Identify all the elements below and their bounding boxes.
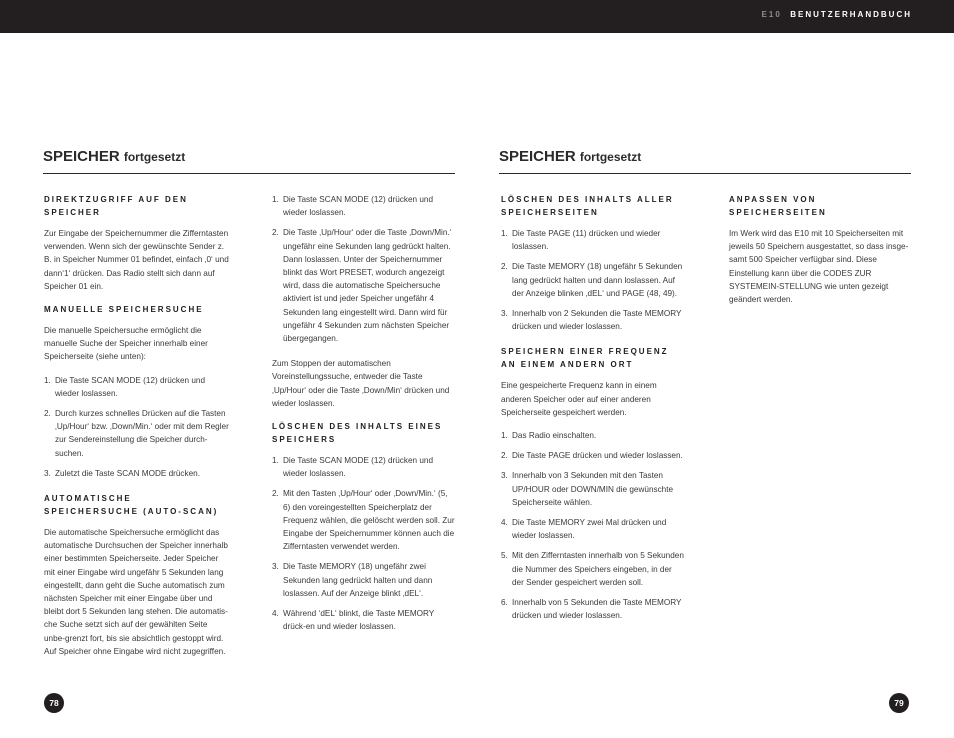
delete-preset-steps xyxy=(272,454,455,633)
heading-loeschen-eines: LÖSCHEN DES INHALTS EINES SPEICHERS xyxy=(272,422,443,445)
paragraph-direktzugriff: Zur Eingabe der Speichernummer die Zifferntasten verwenden. Wenn sich der gewünschte Sender z. B. in Speicher Nummer 01 befindet, einfach ‚0‘ und dann‘1‘ drücken. Das Radio stellt sich dann auf Speicher 01 ein. xyxy=(44,229,229,291)
paragraph-anpassen: Im Werk wird das E10 mit 10 Speicherseiten mit jeweils 50 Speichern ausgestattet, so dass insge-samt 500 Speicher verfügbar sind. Diese Einstellung kann über die CODES ZUR SYSTEMEIN-STELLUNG wie unten gezeigt geändert werden. xyxy=(729,229,909,305)
right-column-1 xyxy=(501,193,684,634)
list-item: 2. Die Taste PAGE drücken und wieder loslassen. xyxy=(501,451,683,461)
right-section-title xyxy=(499,148,641,165)
list-item: 4. Die Taste MEMORY zwei Mal drücken und wieder loslassen. xyxy=(501,518,667,541)
list-item: 3. Die Taste MEMORY (18) ungefähr zwei Sekunden lang gedrückt halten und dann loslassen. Auf der Anzeige blinkt ‚dEL‘. xyxy=(272,562,433,598)
list-item: 2. Mit den Tasten ‚Up/Hour‘ oder ‚Down/Min.‘ (5, 6) den voreingestellten Speicherplatz der Frequenz wählen, die gelöscht werden soll. Zur Eingabe der Speichernummer können auch die Zifferntasten verwendet werden. xyxy=(272,489,455,552)
list-item: 3. Innerhalb von 2 Sekunden die Taste MEMORY drücken und wieder loslassen. xyxy=(501,309,682,332)
heading-loeschen-aller: LÖSCHEN DES INHALTS ALLER SPEICHERSEITEN xyxy=(501,195,674,217)
list-item: 1. Die Taste SCAN MODE (12) drücken und wieder loslassen. xyxy=(44,375,206,398)
move-frequency-steps xyxy=(501,429,684,622)
paragraph-auto-scan: Die automatische Speichersuche ermöglicht das automatische Durchsuchen der Speicher innerhalb einer bestimmten Speicherseite. Jeder Speicher mit einer Eingabe wird ungefähr 5 Sekunden lang eingestellt, dann geht die Suche automatisch zum nächsten Speicher mit einer Eingabe über und bleibt dort 5 Sekunden lang stehen. Die automatis-che Suche setzt sich auf der gewählten Seite unbe-grenzt fort, bis sie absichtlich gestoppt wird. Auf Speicher ohne Eingabe wird nicht zugegriffen. xyxy=(44,528,228,656)
page-number-right: 79 xyxy=(889,693,909,713)
right-section-title-main: SPEICHER xyxy=(499,148,576,165)
heading-manuelle-suche: MANUELLE SPEICHERSUCHE xyxy=(44,305,204,315)
heading-direktzugriff: DIREKTZUGRIFF AUF DEN SPEICHER xyxy=(44,195,188,217)
list-item: 1. Das Radio einschalten. xyxy=(501,431,597,441)
delete-all-steps xyxy=(501,227,684,333)
list-item: 5. Mit den Zifferntasten innerhalb von 5 Sekunden die Nummer des Speichers eingeben, in der der Sender gespeichert werden soll. xyxy=(501,551,684,587)
heading-speichern-frequenz: SPEICHERN EINER FREQUENZ AN EINEM ANDERN ORT xyxy=(501,347,669,370)
list-item: 3. Zuletzt die Taste SCAN MODE drücken. xyxy=(44,468,201,478)
right-column-2 xyxy=(729,193,911,316)
header-model: E10 xyxy=(761,10,782,19)
list-item: 2. Durch kurzes schnelles Drücken auf die Tasten ‚Up/Hour‘ bzw. ‚Down/Min.‘ oder mit dem Regler zur Sendereinstellung die Speicher durch-suchen. xyxy=(44,409,229,458)
list-item: 1. Die Taste SCAN MODE (12) drücken und wieder loslassen. xyxy=(272,195,434,218)
left-column-1 xyxy=(44,193,229,668)
left-column-2 xyxy=(272,193,455,645)
right-section-subtitle: fortgesetzt xyxy=(579,150,642,164)
header-bar xyxy=(0,0,954,33)
right-title-rule xyxy=(499,173,911,174)
heading-anpassen: ANPASSEN VON SPEICHERSEITEN xyxy=(729,195,827,217)
left-title-rule xyxy=(43,173,455,174)
manual-search-steps xyxy=(44,374,229,480)
list-item: 2. Die Taste MEMORY (18) ungefähr 5 Sekunden lang gedrückt halten und dann loslassen. Auf der Anzeige blinken ‚dEL‘ und PAGE (48, 49). xyxy=(501,262,683,298)
paragraph-manuelle-suche: Die manuelle Speichersuche ermöglicht die manuelle Suche der Speicher innerhalb einer Speicherseite (siehe unten): xyxy=(44,326,208,362)
left-section-title-main: SPEICHER xyxy=(43,148,120,165)
list-item: 1. Die Taste PAGE (11) drücken und wieder loslassen. xyxy=(501,229,661,252)
list-item: 6. Innerhalb von 5 Sekunden die Taste MEMORY drücken und wieder loslassen. xyxy=(501,598,682,621)
header-title: BENUTZERHANDBUCH xyxy=(790,10,912,19)
list-item: 1. Die Taste SCAN MODE (12) drücken und wieder loslassen. xyxy=(272,456,434,479)
list-item: 3. Innerhalb von 3 Sekunden mit den Tasten UP/HOUR oder DOWN/MIN die gewünschte Speicherseite wählen. xyxy=(501,471,674,507)
heading-auto-scan: AUTOMATISCHE SPEICHERSUCHE (AUTO-SCAN) xyxy=(44,494,219,517)
list-item: 2. Die Taste ‚Up/Hour‘ oder die Taste ‚Down/Min.‘ ungefähr eine Sekunden lang gedrückt halten. Dann loslassen. Unter der Speichernummer blinkt das Wort PRESET, wodurch angezeigt wird, dass die automatische Speichersuche aktiviert ist und jeder Speicher ungefähr 4 Sekunden lang eingestellt wird. Dann wird für ungefähr 4 Sekunden zum nächsten Speicher übergegangen. xyxy=(272,228,452,344)
paragraph-speichern-frequenz: Eine gespeicherte Frequenz kann in einem anderen Speicher oder auf einer anderen Speicherseite gespeichert werden. xyxy=(501,381,657,417)
list-item: 4. Während ‘dEL‘ blinkt, die Taste MEMORY drück-en und wieder loslassen. xyxy=(272,609,435,632)
paragraph-stop-scan: Zum Stoppen der automatischen Voreinstellungssuche, entweder die Taste ‚Up/Hour‘ oder die Taste ‚Down/Min‘ drücken und wieder loslassen. xyxy=(272,359,450,408)
left-section-subtitle: fortgesetzt xyxy=(123,150,186,164)
auto-scan-steps xyxy=(272,193,455,345)
page-number-left: 78 xyxy=(44,693,64,713)
running-header xyxy=(762,10,912,19)
left-section-title xyxy=(43,148,185,165)
